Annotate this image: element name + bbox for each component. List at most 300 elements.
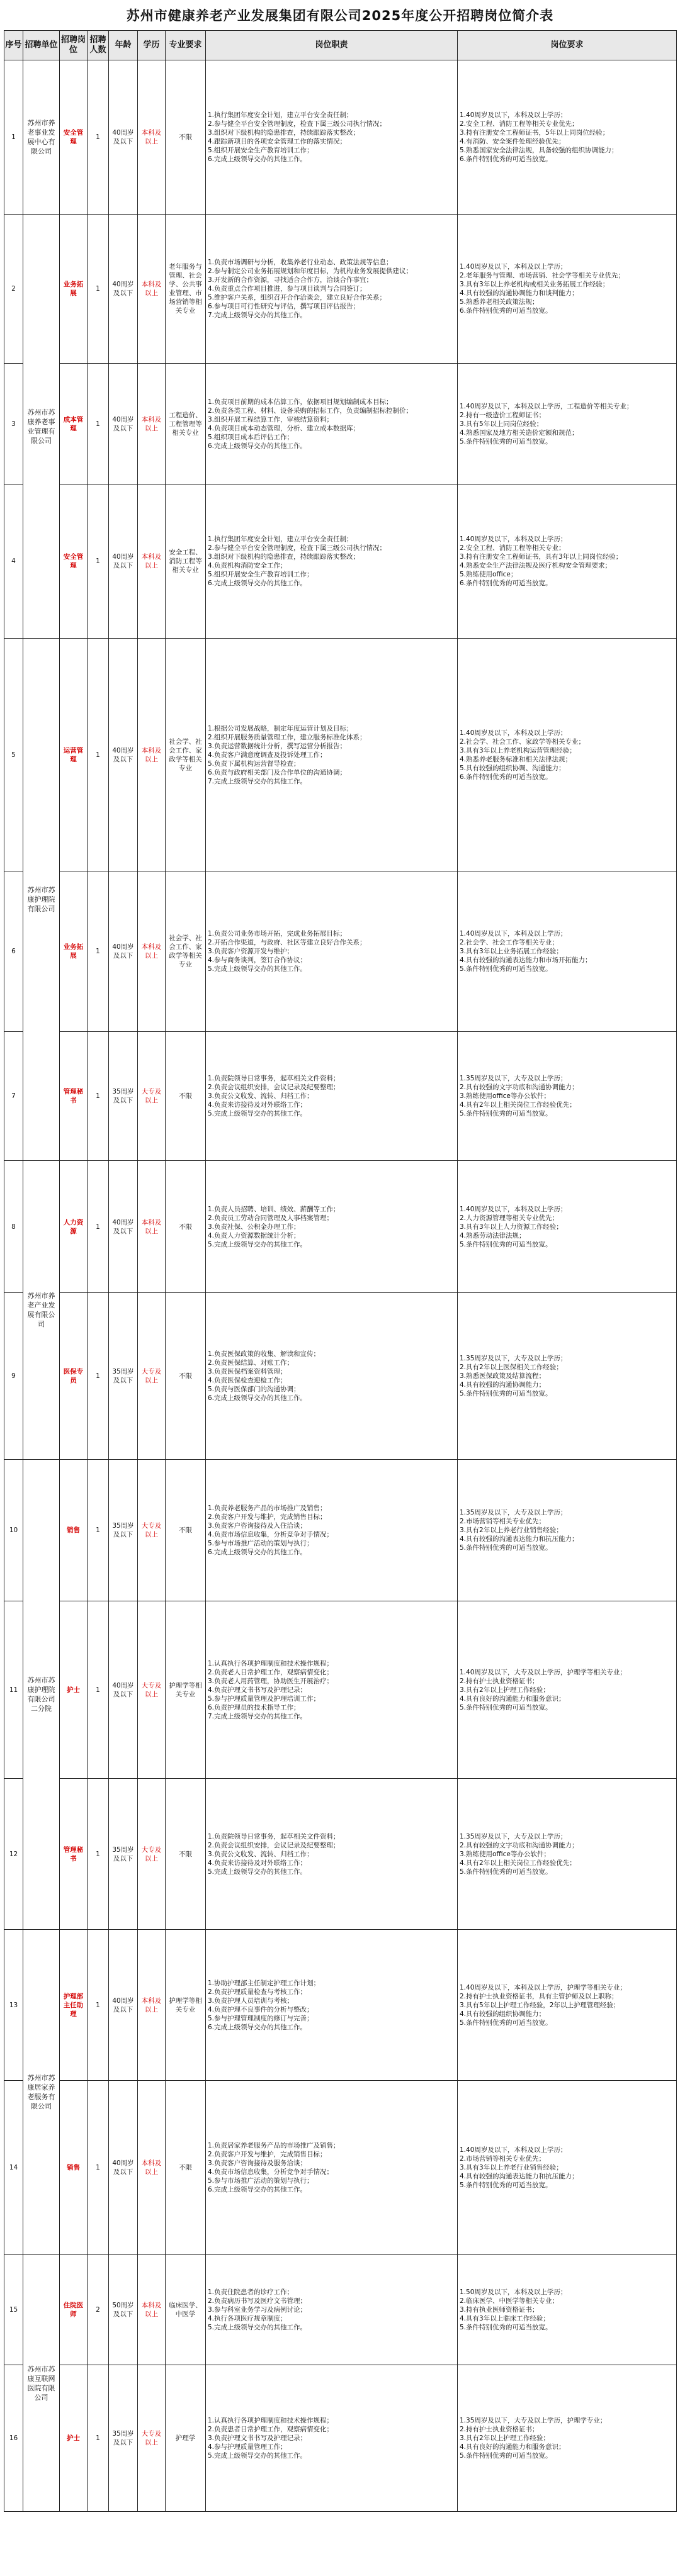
table-row <box>4 1293 677 1460</box>
hire-count: 1 <box>88 1293 109 1460</box>
header-cell: 序号 <box>4 31 23 60</box>
age-limit: 40周岁及以下 <box>109 1161 138 1293</box>
duty-item: 5.完成上级领导交办的其他工作。 <box>208 2324 307 2331</box>
requirement-item: 1.40周岁及以下，本科及以上学历； <box>460 1205 567 1213</box>
duty-item: 1.负责养老服务产品的市场推广及销售； <box>208 1504 327 1512</box>
post-name: 成本管理 <box>60 364 88 484</box>
duty-item: 1.负责人员招聘、培训、绩效、薪酬等工作； <box>208 1205 340 1213</box>
requirement-item: 4.具有良好的沟通能力和服务意识； <box>460 1694 565 1703</box>
duty-item: 7.完成上级领导交办的其他工作。 <box>208 1712 307 1720</box>
duty-item: 6.完成上级领导交办的其他工作。 <box>208 580 307 587</box>
requirement-item: 1.40周岁及以下，本科及以上学历； <box>460 111 567 119</box>
job-duties <box>206 364 458 484</box>
age-limit: 40周岁及以下 <box>109 1930 138 2081</box>
requirement-item: 4.具有较强的沟通表达能力和市场开拓能力； <box>460 956 592 964</box>
major-requirement: 安全工程、消防工程等相关专业 <box>166 484 206 639</box>
duty-item: 3.负责老人用药管理，协助医生开展治疗； <box>208 1677 334 1685</box>
hire-count: 2 <box>88 2255 109 2365</box>
hiring-unit: 苏州市苏康护理院有限公司 <box>23 639 60 1161</box>
duty-item: 2.负责医保结算、对账工作； <box>208 1359 294 1367</box>
duty-item: 2.参与制定公司业务拓展规划和年度目标，为机构业务发展提供建议； <box>208 267 413 275</box>
requirement-item: 6.条件特别优秀的可适当放宽。 <box>460 580 552 587</box>
requirement-item: 5.条件特别优秀的可适当放宽。 <box>460 965 552 973</box>
header-cell: 岗位职责 <box>206 31 458 60</box>
table-row <box>4 639 677 871</box>
age-limit: 40周岁及以下 <box>109 871 138 1032</box>
duty-item: 5.完成上级领导交办的其他工作。 <box>208 2452 307 2460</box>
hire-count: 1 <box>88 2365 109 2512</box>
hire-count: 1 <box>88 1460 109 1601</box>
age-limit: 50周岁及以下 <box>109 2255 138 2365</box>
education: 大专及以上 <box>138 1460 166 1601</box>
post-name: 业务拓展 <box>60 871 88 1032</box>
row-number: 13 <box>4 1930 23 2081</box>
major-requirement: 护理学等相关专业 <box>166 1930 206 2081</box>
age-limit: 35周岁及以下 <box>109 1032 138 1161</box>
major-requirement: 护理学等相关专业 <box>166 1601 206 1779</box>
duty-item: 2.负责客户开发与维护，完成销售目标； <box>208 1513 327 1521</box>
duty-item: 4.负责来访接待及对外联络工作； <box>208 1859 307 1867</box>
hiring-unit: 苏州市苏康护理院有限公司二分院 <box>23 1460 60 1930</box>
age-limit: 40周岁及以下 <box>109 639 138 871</box>
job-requirements <box>458 1032 677 1161</box>
requirement-item: 2.安全工程、消防工程等相关专业； <box>460 544 565 552</box>
duty-item: 1.负责院领导日常事务，起草相关文件资料； <box>208 1075 340 1082</box>
requirement-item: 1.35周岁及以下，大专及以上学历，护理学专业； <box>460 2417 607 2424</box>
duty-item: 4.负责机构消防安全工作； <box>208 562 287 569</box>
duty-item: 6.完成上级领导交办的其他工作。 <box>208 2186 307 2193</box>
duty-item: 4.负责医保检查迎检工作； <box>208 1377 287 1384</box>
requirement-item: 4.具有良好的沟通能力和服务意识； <box>460 2443 565 2451</box>
requirement-item: 5.条件特别优秀的可适当放宽。 <box>460 2181 552 2189</box>
requirement-item: 2.安全工程、消防工程等相关专业优先； <box>460 120 579 128</box>
major-requirement: 护理学 <box>166 2365 206 2512</box>
requirement-item: 5.条件特别优秀的可适当放宽。 <box>460 1110 552 1117</box>
job-requirements <box>458 1601 677 1779</box>
duty-item: 4.跟踪新项目的各项安全管理工作的落实情况； <box>208 138 347 145</box>
job-duties <box>206 1601 458 1779</box>
post-name: 销售 <box>60 1460 88 1601</box>
job-requirements <box>458 484 677 639</box>
duty-item: 2.参与健全平台安全管理制度，检查下属三级公司执行情况； <box>208 544 387 552</box>
requirement-item: 5.条件特别优秀的可适当放宽。 <box>460 437 552 445</box>
age-limit: 40周岁及以下 <box>109 1601 138 1779</box>
requirement-item: 1.40周岁及以下，本科及以上学历； <box>460 263 567 271</box>
hiring-unit: 苏州市养老事业发展中心有限公司 <box>23 60 60 215</box>
major-requirement: 不限 <box>166 1161 206 1293</box>
requirement-item: 5.熟练使用office； <box>460 571 518 578</box>
row-number: 8 <box>4 1161 23 1293</box>
requirement-item: 3.持有注册安全工程师证书，5年以上同岗位经验； <box>460 129 609 137</box>
education: 大专及以上 <box>138 1601 166 1779</box>
duty-item: 3.组织对下级机构的隐患排查，持续跟踪落实整改； <box>208 129 360 137</box>
post-name: 管理秘书 <box>60 1779 88 1930</box>
recruitment-table <box>4 30 677 2512</box>
requirement-item: 2.具有较强的文字功底和沟通协调能力； <box>460 1841 579 1849</box>
duty-item: 1.执行集团年度安全计划，建立平台安全责任制； <box>208 535 353 543</box>
requirement-item: 1.40周岁及以下，本科及以上学历； <box>460 930 567 938</box>
job-requirements <box>458 1930 677 2081</box>
row-number: 15 <box>4 2255 23 2365</box>
duty-item: 5.负责与医保部门的沟通协调； <box>208 1386 300 1393</box>
education: 大专及以上 <box>138 1779 166 1930</box>
post-name: 销售 <box>60 2081 88 2255</box>
job-duties <box>206 1293 458 1460</box>
requirement-item: 6.条件特别优秀的可适当放宽。 <box>460 773 552 781</box>
requirement-item: 4.具有2年以上相关岗位工作经验优先； <box>460 1101 576 1109</box>
table-row <box>4 60 677 215</box>
header-cell: 招聘单位 <box>23 31 60 60</box>
requirement-item: 3.熟悉医保政策及结算流程； <box>460 1372 546 1380</box>
job-requirements <box>458 1779 677 1930</box>
hiring-unit: 苏州市苏康居家养老服务有限公司 <box>23 1930 60 2255</box>
job-requirements <box>458 2081 677 2255</box>
hire-count: 1 <box>88 60 109 215</box>
major-requirement: 不限 <box>166 2081 206 2255</box>
major-requirement: 临床医学、中医学 <box>166 2255 206 2365</box>
education: 本科及以上 <box>138 2081 166 2255</box>
post-name: 运营管理 <box>60 639 88 871</box>
duty-item: 1.负责院领导日常事务，起草相关文件资料； <box>208 1832 340 1840</box>
education: 本科及以上 <box>138 484 166 639</box>
duty-item: 1.执行集团年度安全计划，建立平台安全责任制； <box>208 111 353 119</box>
requirement-item: 5.具有较强的组织协调、沟通能力； <box>460 764 565 772</box>
duty-item: 5.组织开展安全生产教育培训工作； <box>208 571 314 578</box>
table-row <box>4 1930 677 2081</box>
education: 大专及以上 <box>138 1032 166 1161</box>
header-cell: 招聘人数 <box>88 31 109 60</box>
requirement-item: 3.具有3年以上养老机构运营管理经验； <box>460 746 576 754</box>
hire-count: 1 <box>88 1779 109 1930</box>
requirement-item: 1.35周岁及以下，大专及以上学历； <box>460 1832 567 1840</box>
duty-item: 2.负责会议组织安排，会议记录及纪要整理； <box>208 1841 340 1849</box>
duty-item: 2.负责护理质量检查与考核工作； <box>208 1988 307 1996</box>
duty-item: 1.负责医保政策的收集、解读和宣传； <box>208 1350 320 1358</box>
major-requirement: 社会学、社会工作、家政学等相关专业 <box>166 639 206 871</box>
hire-count: 1 <box>88 1930 109 2081</box>
duty-item: 3.负责公文收发、流转、归档工作； <box>208 1850 314 1858</box>
job-duties <box>206 871 458 1032</box>
duty-item: 1.负责居家养老服务产品的市场推广及销售； <box>208 2142 340 2149</box>
duty-item: 2.负责各类工程、材料、设备采购的招标工作，负责编制招标控制价； <box>208 406 413 415</box>
duty-item: 1.根据公司发展战略，制定年度运营计划及目标； <box>208 724 353 732</box>
header-cell: 专业要求 <box>166 31 206 60</box>
duty-item: 6.负责护理员的技术指导工作； <box>208 1703 300 1711</box>
job-duties <box>206 215 458 364</box>
requirement-item: 6.条件特别优秀的可适当放宽。 <box>460 155 552 163</box>
duty-item: 3.负责运营数据统计分析，撰写运营分析报告； <box>208 742 347 750</box>
hire-count: 1 <box>88 1032 109 1161</box>
requirement-item: 2.社会学、社会工作等相关专业； <box>460 939 559 946</box>
age-limit: 35周岁及以下 <box>109 2365 138 2512</box>
requirement-item: 3.具有2年以上护理工作经验； <box>460 2434 550 2442</box>
requirement-item: 6.条件特别优秀的可适当放宽。 <box>460 307 552 315</box>
duty-item: 2.组织开展服务质量管理工作，建立服务标准化体系； <box>208 733 366 741</box>
requirement-item: 4.熟悉安全生产法律法规及医疗机构安全管理要求； <box>460 562 612 569</box>
duty-item: 3.负责护理人员培训与考核； <box>208 1996 294 2005</box>
duty-item: 4.参与商务谈判，签订合作协议； <box>208 956 307 964</box>
table-row <box>4 2365 677 2512</box>
hire-count: 1 <box>88 1601 109 1779</box>
duty-item: 2.负责会议组织安排，会议记录及纪要整理； <box>208 1084 340 1091</box>
duty-item: 3.开发新的合作资源，寻找适合合作方，洽谈合作事宜； <box>208 276 373 284</box>
duty-item: 5.组织项目成本后评估工作； <box>208 433 294 441</box>
job-duties <box>206 2255 458 2365</box>
post-name: 护士 <box>60 1601 88 1779</box>
job-duties <box>206 484 458 639</box>
duty-item: 3.组织对下级机构的隐患排查，持续跟踪落实整改； <box>208 553 360 561</box>
education: 大专及以上 <box>138 1293 166 1460</box>
education: 本科及以上 <box>138 639 166 871</box>
job-duties <box>206 639 458 871</box>
requirement-item: 3.具有5年以上护理工作经验，2年以上护理管理经验； <box>460 2001 620 2009</box>
table-row <box>4 1032 677 1161</box>
row-number: 4 <box>4 484 23 639</box>
row-number: 12 <box>4 1779 23 1930</box>
row-number: 11 <box>4 1601 23 1779</box>
row-number: 9 <box>4 1293 23 1460</box>
duty-item: 2.开拓合作渠道，与政府、社区等建立良好合作关系； <box>208 939 366 946</box>
table-row <box>4 1161 677 1293</box>
table-row <box>4 2255 677 2365</box>
page-title: 苏州市健康养老产业发展集团有限公司2025年度公开招聘岗位简介表 <box>126 8 554 23</box>
duty-item: 4.负责重点合作项目推进，参与项目谈判与合同签订； <box>208 285 366 293</box>
duty-item: 6.完成上级领导交办的其他工作。 <box>208 2023 307 2031</box>
post-name: 业务拓展 <box>60 215 88 364</box>
duty-item: 2.负责老人日常护理工作，观察病情变化； <box>208 1668 334 1676</box>
requirement-item: 2.具有较强的文字功底和沟通协调能力； <box>460 1084 579 1091</box>
requirement-item: 1.40周岁及以下，本科及以上学历； <box>460 2146 567 2154</box>
requirement-item: 5.条件特别优秀的可适当放宽。 <box>460 1390 552 1397</box>
duty-item: 6.完成上级领导交办的其他工作。 <box>208 155 307 163</box>
job-requirements <box>458 2365 677 2512</box>
duty-item: 4.执行各项医疗规章制度； <box>208 2315 287 2322</box>
duty-item: 6.参与项目可行性研究与评估，撰写项目评估报告； <box>208 303 360 310</box>
post-name: 住院医师 <box>60 2255 88 2365</box>
duty-item: 7.完成上级领导交办的其他工作。 <box>208 777 307 785</box>
job-duties <box>206 1930 458 2081</box>
duty-item: 4.负责来访接待及对外联络工作； <box>208 1101 307 1109</box>
requirement-item: 1.40周岁及以下，大专及以上学历，护理学等相关专业； <box>460 1668 626 1676</box>
row-number: 16 <box>4 2365 23 2512</box>
requirement-item: 5.条件特别优秀的可适当放宽。 <box>460 2019 552 2027</box>
requirement-item: 3.具有5年以上同岗位经验； <box>460 420 543 428</box>
requirement-item: 3.持有执业医师资格证书； <box>460 2306 539 2314</box>
requirement-item: 2.持有护士执业资格证书； <box>460 1677 539 1685</box>
hiring-unit: 苏州市苏康互联网医院有限公司 <box>23 2255 60 2512</box>
education: 本科及以上 <box>138 60 166 215</box>
job-requirements <box>458 215 677 364</box>
age-limit: 40周岁及以下 <box>109 484 138 639</box>
requirement-item: 4.具有较强的沟通协调能力； <box>460 1381 546 1389</box>
job-duties <box>206 1779 458 1930</box>
duty-item: 5.完成上级领导交办的其他工作。 <box>208 1240 307 1248</box>
post-name: 医保专员 <box>60 1293 88 1460</box>
major-requirement: 老年服务与管理、社会学、公共事业管理、市场营销等相关专业 <box>166 215 206 364</box>
row-number: 14 <box>4 2081 23 2255</box>
requirement-item: 5.条件特别优秀的可适当放宽。 <box>460 1703 552 1711</box>
requirement-item: 1.40周岁及以下，本科及以上学历，工程造价等相关专业； <box>460 402 633 410</box>
duty-item: 1.认真执行各项护理制度和技术操作规程； <box>208 1659 334 1667</box>
hiring-unit: 苏州市苏康养老事业管理有限公司 <box>23 215 60 639</box>
table-row <box>4 484 677 639</box>
row-number: 6 <box>4 871 23 1032</box>
header-cell: 学历 <box>138 31 166 60</box>
row-number: 5 <box>4 639 23 871</box>
requirement-item: 1.50周岁及以下，本科及以上学历； <box>460 2288 567 2296</box>
row-number: 1 <box>4 60 23 215</box>
duty-item: 3.负责公文收发、流转、归档工作； <box>208 1092 314 1100</box>
duty-item: 3.负责护理文书书写及护理记录； <box>208 2434 307 2442</box>
major-requirement: 不限 <box>166 1779 206 1930</box>
hire-count: 1 <box>88 1161 109 1293</box>
duty-item: 3.负责客户咨询接待及服务洽谈； <box>208 2159 307 2167</box>
duty-item: 5.完成上级领导交办的其他工作。 <box>208 1868 307 1876</box>
job-duties <box>206 1032 458 1161</box>
header-cell: 岗位要求 <box>458 31 677 60</box>
job-requirements <box>458 1460 677 1601</box>
requirement-item: 2.市场营销等相关专业优先； <box>460 1518 546 1525</box>
requirement-item: 2.持有护士执业资格证书； <box>460 2426 539 2433</box>
major-requirement: 不限 <box>166 1293 206 1460</box>
requirement-item: 3.熟练使用office等办公软件； <box>460 1850 550 1858</box>
job-duties <box>206 2081 458 2255</box>
hire-count: 1 <box>88 215 109 364</box>
requirement-item: 4.熟悉养老服务标准和相关法律法规； <box>460 755 572 763</box>
education: 本科及以上 <box>138 2255 166 2365</box>
requirement-item: 3.具有3年以上业务拓展工作经验； <box>460 948 563 955</box>
requirement-item: 5.条件特别优秀的可适当放宽。 <box>460 1868 552 1876</box>
duty-item: 5.完成上级领导交办的其他工作。 <box>208 965 307 973</box>
education: 本科及以上 <box>138 1930 166 2081</box>
table-body <box>4 60 677 2512</box>
requirement-item: 2.临床医学、中医学等相关专业； <box>460 2297 559 2305</box>
duty-item: 7.完成上级领导交办的其他工作。 <box>208 311 307 319</box>
row-number: 2 <box>4 215 23 364</box>
table-row <box>4 1460 677 1601</box>
major-requirement: 不限 <box>166 60 206 215</box>
major-requirement: 工程造价、工程管理等相关专业 <box>166 364 206 484</box>
duty-item: 1.负责项目前期的成本估算工作，依据项目规划编制成本目标； <box>208 398 393 406</box>
duty-item: 4.负责市场信息收集，分析竞争对手情况； <box>208 2168 334 2176</box>
age-limit: 40周岁及以下 <box>109 364 138 484</box>
age-limit: 40周岁及以下 <box>109 60 138 215</box>
duty-item: 5.负责下属机构运营督导检查； <box>208 759 300 768</box>
duty-item: 1.认真执行各项护理制度和技术操作规程； <box>208 2417 334 2424</box>
age-limit: 40周岁及以下 <box>109 215 138 364</box>
job-requirements <box>458 1293 677 1460</box>
requirement-item: 4.具有2年以上相关岗位工作经验优先； <box>460 1859 576 1867</box>
table-row <box>4 2081 677 2255</box>
hire-count: 1 <box>88 871 109 1032</box>
requirement-item: 1.40周岁及以下，本科及以上学历，护理学等相关专业； <box>460 1983 626 1991</box>
requirement-item: 5.条件特别优秀的可适当放宽。 <box>460 2324 552 2331</box>
requirement-item: 5.条件特别优秀的可适当放宽。 <box>460 2452 552 2460</box>
duty-item: 6.完成上级领导交办的其他工作。 <box>208 1548 307 1556</box>
duty-item: 6.完成上级领导交办的其他工作。 <box>208 442 307 450</box>
requirement-item: 3.熟练使用office等办公软件； <box>460 1092 550 1100</box>
post-name: 安全管理 <box>60 60 88 215</box>
duty-item: 5.参与护理质量管理及护理培训工作； <box>208 1694 320 1703</box>
job-requirements <box>458 2255 677 2365</box>
requirement-item: 2.老年服务与管理、市场营销、社会学等相关专业优先； <box>460 272 625 279</box>
duty-item: 4.负责护理不良事件的分析与整改； <box>208 2005 314 2013</box>
requirement-item: 1.35周岁及以下，大专及以上学历； <box>460 1075 567 1082</box>
hire-count: 1 <box>88 639 109 871</box>
requirement-item: 4.具有较强的沟通协调能力和谈判能力； <box>460 289 579 297</box>
requirement-item: 4.具有较强的沟通表达能力和抗压能力； <box>460 1535 579 1543</box>
post-name: 护士 <box>60 2365 88 2512</box>
duty-item: 3.负责社保、公积金办理工作； <box>208 1223 300 1231</box>
row-number: 10 <box>4 1460 23 1601</box>
duty-item: 4.负责项目成本动态管理，分析、建立成本数据库； <box>208 424 360 432</box>
requirement-item: 5.熟悉国家安全法律法规，具备较强的组织协调能力； <box>460 147 618 154</box>
duty-item: 2.参与健全平台安全管理制度，检查下属三级公司执行情况； <box>208 120 387 128</box>
requirement-item: 1.35周岁及以下，大专及以上学历； <box>460 1509 567 1516</box>
requirement-item: 2.社会学、社会工作、家政学等相关专业； <box>460 737 586 746</box>
age-limit: 35周岁及以下 <box>109 1293 138 1460</box>
requirement-item: 5.条件特别优秀的可适当放宽。 <box>460 1240 552 1248</box>
age-limit: 35周岁及以下 <box>109 1460 138 1601</box>
requirement-item: 2.具有2年以上医保相关工作经验； <box>460 1364 563 1371</box>
requirement-item: 5.条件特别优秀的可适当放宽。 <box>460 1544 552 1552</box>
job-requirements <box>458 1161 677 1293</box>
duty-item: 4.负责市场信息收集，分析竞争对手情况； <box>208 1531 334 1538</box>
duty-item: 6.完成上级领导交办的其他工作。 <box>208 1394 307 1402</box>
duty-item: 2.负责员工劳动合同管理及人事档案管理； <box>208 1214 334 1222</box>
hire-count: 1 <box>88 484 109 639</box>
education: 本科及以上 <box>138 215 166 364</box>
job-duties <box>206 2365 458 2512</box>
table-row <box>4 871 677 1032</box>
education: 本科及以上 <box>138 871 166 1032</box>
requirement-item: 3.持有注册安全工程师证书，具有3年以上同岗位经验； <box>460 553 623 561</box>
table-header <box>4 31 677 60</box>
hire-count: 1 <box>88 364 109 484</box>
hire-count: 1 <box>88 2081 109 2255</box>
major-requirement: 社会学、社会工作、家政学等相关专业 <box>166 871 206 1032</box>
requirement-item: 4.熟悉劳动法律法规； <box>460 1231 526 1240</box>
major-requirement: 不限 <box>166 1460 206 1601</box>
post-name: 管理秘书 <box>60 1032 88 1161</box>
major-requirement: 不限 <box>166 1032 206 1161</box>
duty-item: 5.参与市场推广活动的策划与执行； <box>208 2177 314 2185</box>
job-duties <box>206 1161 458 1293</box>
duty-item: 3.负责医保档案资料管理； <box>208 1368 287 1375</box>
job-requirements <box>458 639 677 871</box>
table-row <box>4 1601 677 1779</box>
duty-item: 3.参与科室业务学习及病例讨论； <box>208 2306 307 2314</box>
education: 本科及以上 <box>138 364 166 484</box>
job-requirements <box>458 871 677 1032</box>
requirement-item: 5.熟悉养老相关政策法规； <box>460 298 539 306</box>
duty-item: 5.完成上级领导交办的其他工作。 <box>208 1110 307 1117</box>
duty-item: 6.负责与政府相关部门及合作单位的沟通协调； <box>208 768 347 776</box>
requirement-item: 2.持有护士执业资格证书，具有主管护师及以上职称； <box>460 1992 618 2000</box>
duty-item: 2.负责病历书写及医疗文书管理； <box>208 2297 307 2305</box>
job-requirements <box>458 364 677 484</box>
header-cell: 年龄 <box>109 31 138 60</box>
education: 大专及以上 <box>138 2365 166 2512</box>
requirement-item: 1.40周岁及以下，本科及以上学历； <box>460 729 567 737</box>
duty-item: 5.组织开展安全生产教育培训工作； <box>208 147 314 154</box>
duty-item: 4.负责护理文书书写及护理记录； <box>208 1686 307 1694</box>
requirement-item: 2.持有一级造价工程师证书； <box>460 411 546 419</box>
requirement-item: 1.40周岁及以下，本科及以上学历； <box>460 535 567 543</box>
duty-item: 4.参与护理质量管理工作； <box>208 2443 287 2451</box>
requirement-item: 4.具有3年以上临床工作经验； <box>460 2315 550 2322</box>
age-limit: 35周岁及以下 <box>109 1779 138 1930</box>
